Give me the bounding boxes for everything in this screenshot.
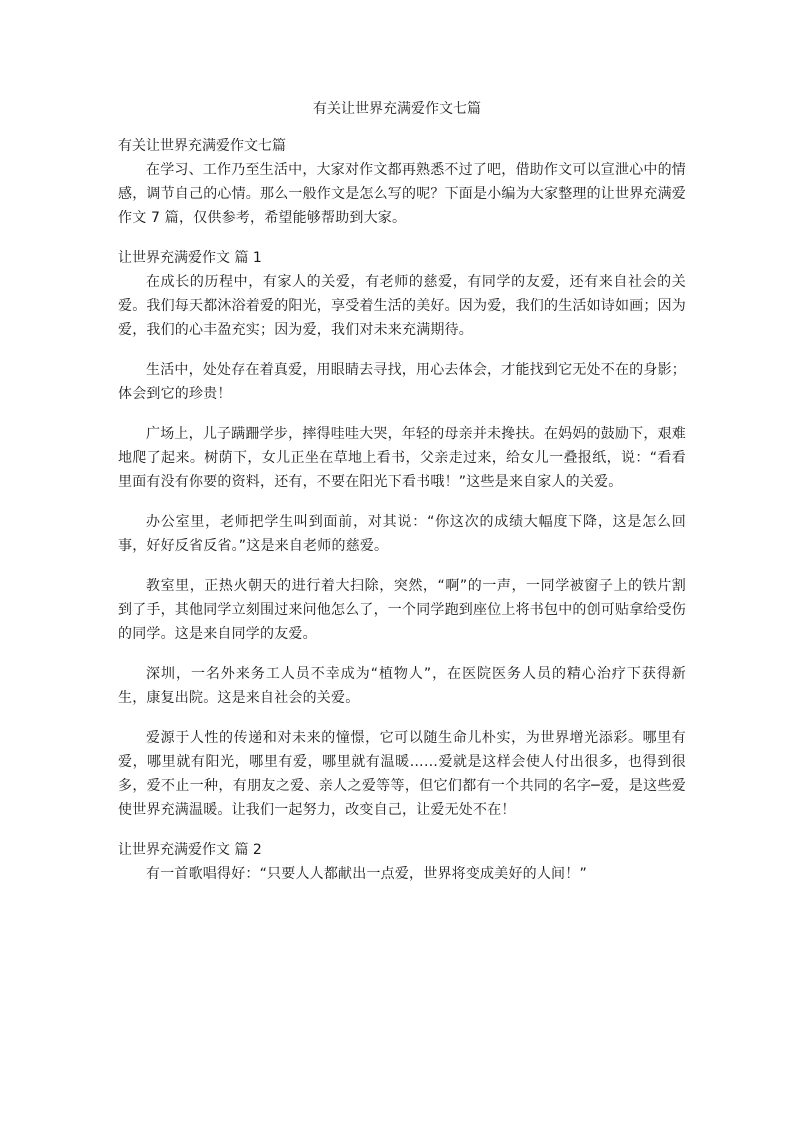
section-1-paragraph: 教室里，正热火朝天的进行着大扫除，突然，“啊”的一声，一同学被窗子上的铁片割到了手，其他同学立刻围过来问他怎么了，一个同学跑到座位上将书包中的创可贴拿给受伤的同学。这是来自同学的友爱。 (118, 578, 686, 642)
document-subtitle: 有关让世界充满爱作文七篇 (118, 138, 286, 154)
section-1-paragraph: 深圳，一名外来务工人员不幸成为“植物人”，在医院医务人员的精心治疗下获得新生，康复出院。这是来自社会的关爱。 (118, 666, 686, 706)
section-1-paragraph: 广场上，儿子蹒跚学步，摔得哇哇大哭，年轻的母亲并未搀扶。在妈妈的鼓励下，艰难地爬了起来。树荫下，女儿正坐在草地上看书，父亲走过来，给女儿一叠报纸，说：“看看里面有没有你要的资料，还有，不要在阳光下看书哦！”这些是来自家人的关爱。 (118, 426, 686, 490)
section-1-paragraph: 爱源于人性的传递和对未来的憧憬，它可以随生命儿朴实，为世界增光添彩。哪里有爱，哪里就有阳光，哪里有爱，哪里就有温暖……爱就是这样会使人付出很多，也得到很多，爱不止一种，有朋友之爱、亲人之爱等等，但它们都有一个共同的名字─爱，是这些爱使世界充满温暖。让我们一起努力，改变自己，让爱无处不在！ (118, 730, 686, 818)
section-1-paragraph: 在成长的历程中，有家人的关爱，有老师的慈爱，有同学的友爱，还有来自社会的关爱。我们每天都沐浴着爱的阳光，享受着生活的美好。因为爱，我们的生活如诗如画；因为爱，我们的心丰盈充实；因为爱，我们对未来充满期待。 (118, 274, 686, 338)
section-heading-1: 让世界充满爱作文 篇 1 (118, 250, 262, 266)
section-heading-2: 让世界充满爱作文 篇 2 (118, 842, 262, 858)
section-1-paragraph: 生活中，处处存在着真爱，用眼睛去寻找，用心去体会，才能找到它无处不在的身影；体会到它的珍贵！ (118, 362, 686, 402)
document-body (118, 134, 686, 902)
section-2-paragraph: 有一首歌唱得好：“只要人人都献出一点爱，世界将变成美好的人间！” (146, 866, 587, 882)
section-1-paragraph: 办公室里，老师把学生叫到面前，对其说：“你这次的成绩大幅度下降，这是怎么回事，好好反省反省。”这是来自老师的慈爱。 (118, 514, 686, 554)
document-title: 有关让世界充满爱作文七篇 (313, 101, 481, 117)
intro-paragraph: 在学习、工作乃至生活中，大家对作文都再熟悉不过了吧，借助作文可以宣泄心中的情感，调节自己的心情。那么一般作文是怎么写的呢？下面是小编为大家整理的让世界充满爱作文 7 篇，仅供参考，希望能够帮助到大家。 (118, 162, 686, 226)
